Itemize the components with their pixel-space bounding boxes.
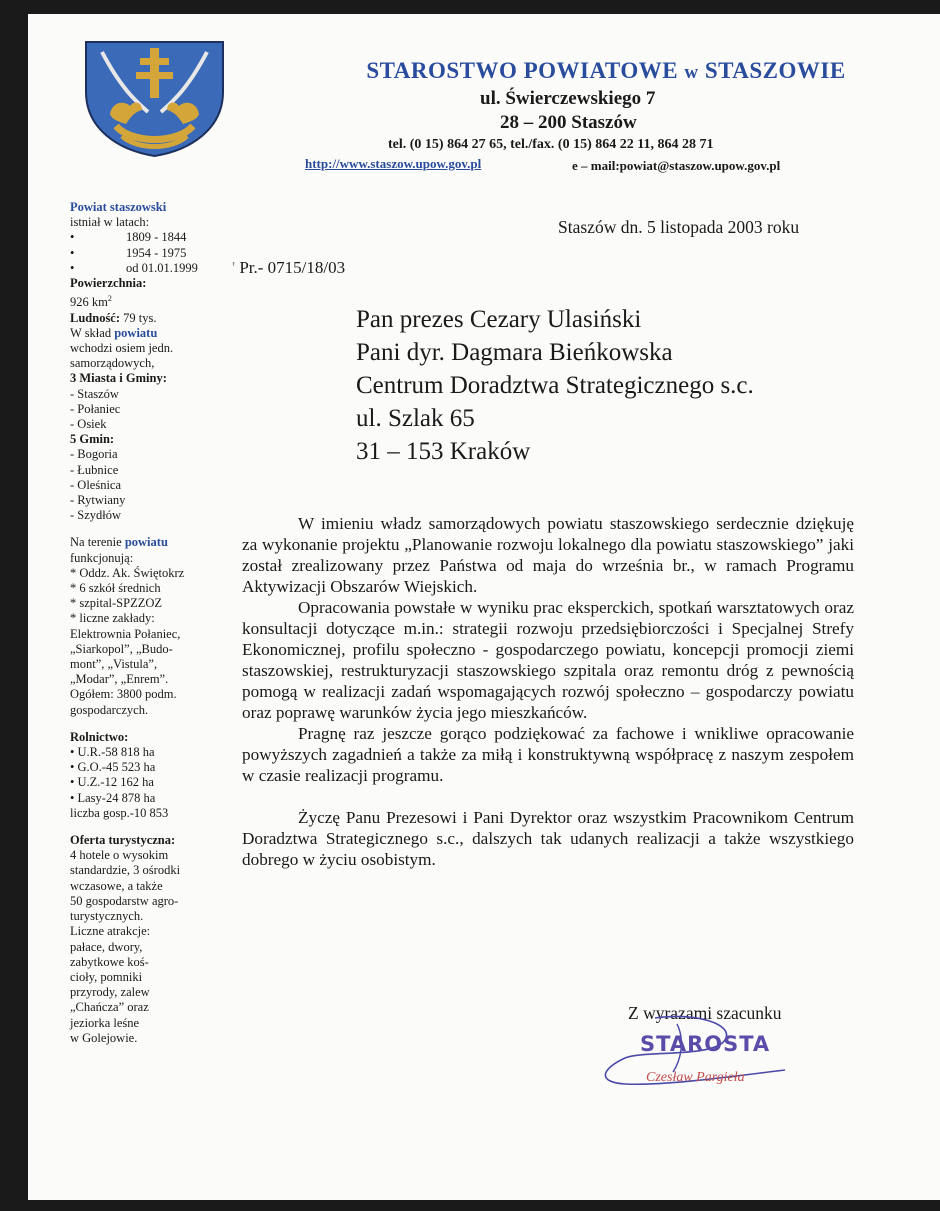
list-item: w Golejowie. (70, 1030, 138, 1045)
recipient-line: 31 – 153 Kraków (356, 438, 531, 465)
list-item: mont”, „Vistula”, (70, 657, 158, 672)
recipient-line: Centrum Doradztwa Strategicznego s.c. (356, 372, 754, 399)
office-postcode-city: 28 – 200 Staszów (500, 112, 637, 133)
list-item: * 6 szkół średnich (70, 581, 161, 596)
list-item: Liczne atrakcje: (70, 924, 151, 939)
sidebar-area-value: 926 $km^2$ (70, 294, 112, 310)
list-item: liczba gosp.-10 853 (70, 805, 169, 820)
letter-body (242, 513, 854, 870)
list-item: gospodarczych. (70, 702, 149, 717)
sidebar-period: • 1809 - 1844 (70, 230, 187, 245)
letter-reference: ' Pr.- 0715/18/03 (232, 258, 346, 277)
list-item: - Połaniec (70, 401, 121, 416)
recipient-line: Pani dyr. Dagmara Bieńkowska (356, 339, 673, 366)
stamp-title: STAROSTA (640, 1032, 771, 1056)
list-item: zabytkowe koś- (70, 954, 149, 969)
list-item: * liczne zakłady: (70, 611, 155, 626)
list-item: turystycznych. (70, 909, 144, 924)
sidebar-period: • od 01.01.1999 (70, 260, 198, 275)
list-item: „Siarkopol”, „Budo- (70, 641, 173, 656)
list-item: przyrody, zalew (70, 985, 150, 1000)
recipient-line: Pan prezes Cezary Ulasiński (356, 306, 642, 333)
body-paragraph: Życzę Panu Prezesowi i Pani Dyrektor oraz wszystkim Pracownikom Centrum Doradztwa Strategicznego s.c., dalszych tak udanych realizacji a także wszystkiego dobrego w życiu osobistym. (242, 808, 854, 869)
list-item: cioły, pomniki (70, 969, 143, 984)
sidebar-facts (70, 200, 240, 1046)
body-paragraph: Opracowania powstałe w wyniku prac eksperckich, spotkań warsztatowych oraz konsultacji dotyczące m.in.: strategii rozwoju przedsiębiorczości i Specjalnej Strefy Ekonomicznej, profilu społeczno - gospodarczego powiatu, koncepcji promocji ziemi staszowskiej, restrukturyzacji staszowskiego szpitala oraz remontu dróg z pewnością pomogą w realizacji zadań wspomagających rozwój społeczno – gospodarczy powiatu oraz poprawę warunków życia jego mieszkańców. (242, 598, 854, 722)
list-item: - Oleśnica (70, 477, 122, 492)
list-item: wczasowe, a także (70, 878, 163, 893)
sidebar-agri-header: Rolnictwo: (70, 729, 129, 744)
closing-phrase: Z wyrazami szacunku (628, 1003, 782, 1023)
body-paragraph: W imieniu władz samorządowych powiatu staszowskiego serdecznie dziękuję za wykonanie projektu „Planowanie rozwoju lokalnego dla powiatu staszowskiego” jaki został zrealizowany przez Państwa od maja do września br., w ramach Programu Aktywizacji Obszarów Wiejskich. (242, 514, 854, 596)
sidebar-composition-line: samorządowych, (70, 356, 155, 371)
list-item: - Staszów (70, 386, 119, 401)
office-phone: tel. (0 15) 864 27 65, tel./fax. (0 15) 864 22 11, 864 28 71 (388, 137, 714, 152)
list-item: Ogółem: 3800 podm. (70, 687, 177, 702)
list-item: • U.Z.-12 162 ha (70, 775, 154, 790)
stamp-name: Czesław Pargieła (646, 1070, 745, 1085)
office-website-link[interactable]: http://www.staszow.upow.gov.pl (305, 156, 482, 171)
list-item: „Chańcza” oraz (70, 1000, 149, 1015)
body-paragraph: Pragnę raz jeszcze gorąco podziękować za fachowe i wnikliwe opracowanie powyższych zagadnień a także za miłą i konstruktywną współpracę z naszym zespołem w czasie realizacji programu. (242, 724, 854, 785)
sidebar-area-label: Powierzchnia: (70, 276, 147, 291)
list-item: * szpital-SPZZOZ (70, 596, 163, 611)
office-name: STAROSTWO POWIATOWE w STASZOWIE (366, 58, 846, 83)
sidebar-composition: W skład powiatu (70, 325, 158, 340)
list-item: • Lasy-24 878 ha (70, 790, 156, 805)
list-item: - Osiek (70, 417, 107, 431)
office-street: ul. Świerczewskiego 7 (480, 88, 656, 109)
sidebar-existed-label: istniał w latach: (70, 215, 150, 230)
sidebar-period: • 1954 - 1975 (70, 245, 187, 260)
recipient-line: ul. Szlak 65 (356, 405, 475, 432)
sidebar-gminas-header: 5 Gmin: (70, 432, 115, 447)
sidebar-tourism-header: Oferta turystyczna: (70, 833, 176, 848)
coat-of-arms-icon (82, 40, 227, 158)
sidebar-composition-line: wchodzi osiem jedn. (70, 340, 174, 355)
sidebar-powiat-label: Powiat staszowski (70, 200, 167, 214)
list-item: - Rytwiany (70, 493, 126, 508)
sidebar-cities-header: 3 Miasta i Gminy: (70, 371, 167, 386)
list-item: * Oddz. Ak. Świętokrz (70, 565, 185, 580)
recipient-address (356, 303, 754, 468)
list-item: standardzie, 3 ośrodki (70, 863, 181, 878)
letter-date: Staszów dn. 5 listopada 2003 roku (558, 217, 800, 237)
list-item: „Modar”, „Enrem”. (70, 672, 169, 687)
list-item: • U.R.-58 818 ha (70, 745, 155, 760)
list-item: 50 gospodarstw agro- (70, 893, 179, 908)
sidebar-functions-line: funkcjonują: (70, 550, 134, 565)
sidebar-functions: Na terenie powiatu (70, 535, 168, 550)
list-item: pałace, dwory, (70, 939, 143, 954)
list-item: Elektrownia Połaniec, (70, 626, 181, 641)
list-item: • G.O.-45 523 ha (70, 760, 156, 775)
list-item: - Bogoria (70, 447, 118, 462)
list-item: - Szydłów (70, 508, 122, 523)
sidebar-population: Ludność: 79 tys. (70, 310, 157, 325)
list-item: - Łubnice (70, 462, 119, 477)
list-item: jeziorka leśne (70, 1015, 140, 1030)
office-email: e – mail:powiat@staszow.upow.gov.pl (572, 158, 781, 173)
list-item: 4 hotele o wysokim (70, 848, 169, 863)
